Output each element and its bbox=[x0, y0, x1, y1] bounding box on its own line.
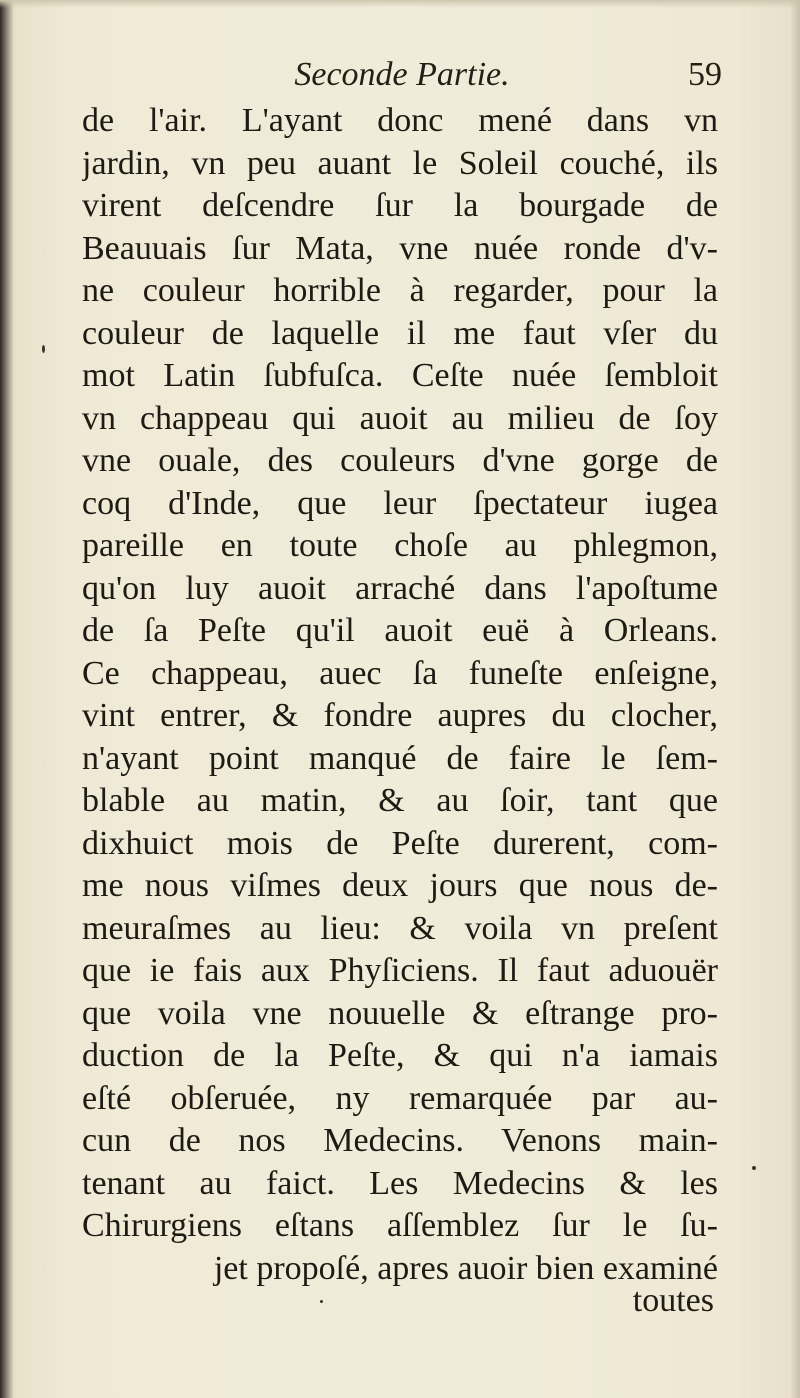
ink-speck bbox=[42, 345, 45, 353]
running-title: Seconde Partie. bbox=[294, 56, 510, 93]
text-line: pareille en toute choſe au phlegmon, bbox=[82, 527, 718, 564]
text-line: jardin, vn peu auant le Soleil couché, ils bbox=[82, 144, 718, 182]
text-line: mot Latin ſubfuſca. Ceſte nuée ſembloit bbox=[82, 357, 718, 394]
text-line: eſté obſeruée, ny remarquée par au- bbox=[82, 1079, 718, 1117]
body-text bbox=[82, 100, 718, 1290]
text-line: qu'on luy auoit arraché dans l'apoſtume bbox=[82, 569, 718, 607]
text-line: vn chappeau qui auoit au milieu de ſoy bbox=[82, 399, 718, 437]
text-line: cun de nos Medecins. Venons main- bbox=[82, 1122, 718, 1159]
text-line: que ie fais aux Phyſiciens. Il faut aduouër bbox=[82, 952, 718, 989]
text-line: duction de la Peſte, & qui n'a iamais bbox=[82, 1037, 718, 1074]
catchword: toutes bbox=[632, 1282, 714, 1319]
text-line: n'ayant point manqué de faire le ſem- bbox=[82, 739, 718, 777]
page-gutter-shadow bbox=[0, 0, 14, 1398]
ink-speck bbox=[752, 1166, 756, 1170]
text-line: vne ouale, des couleurs d'vne gorge de bbox=[82, 442, 718, 479]
page-right-edge bbox=[790, 0, 800, 1398]
text-line: tenant au faict. Les Medecins & les bbox=[82, 1164, 718, 1202]
text-line: Ce chappeau, auec ſa funeſte enſeigne, bbox=[82, 654, 718, 692]
text-line: vint entrer, & fondre aupres du clocher, bbox=[82, 697, 718, 734]
text-line: dixhuict mois de Peſte durerent, com- bbox=[82, 824, 718, 862]
text-line: couleur de laquelle il me faut vſer du bbox=[82, 314, 718, 352]
text-line: meuraſmes au lieu: & voila vn preſent bbox=[82, 909, 718, 947]
text-line: me nous viſmes deux jours que nous de- bbox=[82, 867, 718, 904]
text-line: Beauuais ſur Mata, vne nuée ronde d'v- bbox=[82, 229, 718, 267]
text-line: de ſa Peſte qu'il auoit euë à Orleans. bbox=[82, 612, 718, 649]
text-line: que voila vne nouuelle & eſtrange pro- bbox=[82, 994, 718, 1032]
text-line: jet propoſé, apres auoir bien examiné bbox=[213, 1249, 718, 1287]
text-line: blable au matin, & au ſoir, tant que bbox=[82, 782, 718, 819]
text-line: coq d'Inde, que leur ſpectateur iugea bbox=[82, 484, 718, 522]
text-line: de l'air. L'ayant donc mené dans vn bbox=[82, 102, 718, 139]
text-line: Chirurgiens eſtans aſſemblez ſur le ſu- bbox=[82, 1207, 718, 1244]
ink-speck bbox=[320, 1300, 323, 1303]
page-header bbox=[82, 52, 722, 102]
text-line: virent deſcendre ſur la bourgade de bbox=[82, 187, 718, 224]
text-line: ne couleur horrible à regarder, pour la bbox=[82, 272, 718, 309]
page-number: 59 bbox=[688, 56, 722, 93]
page-top-edge bbox=[0, 0, 800, 8]
